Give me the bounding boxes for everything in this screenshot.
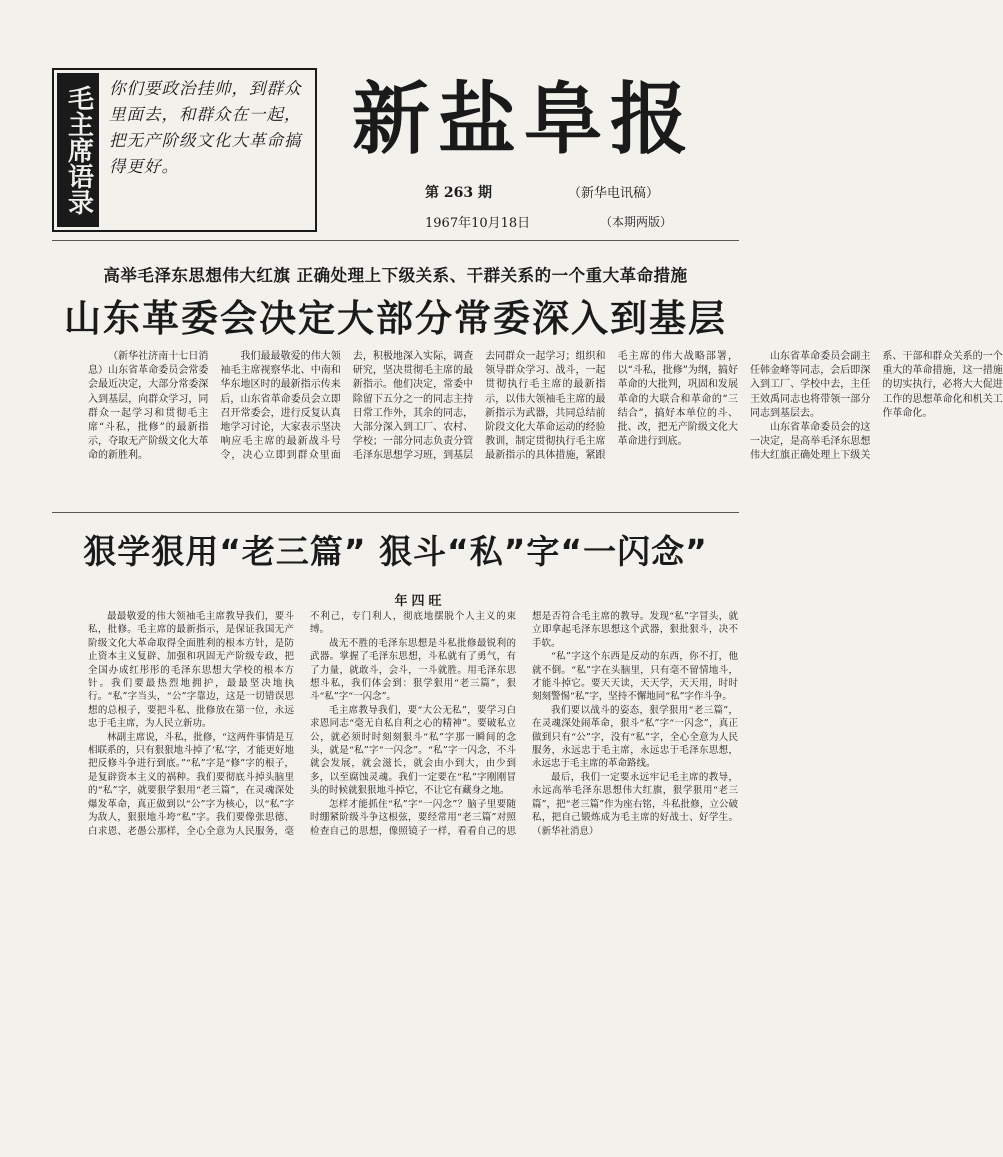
article-subheadline: 高举毛泽东思想伟大红旗 正确处理上下级关系、干群关系的一个重大革命措施 (103, 266, 688, 285)
article-paragraph: 山东省革命委员会的这一决定，是高举毛泽东思想伟大红旗正确处理上下级关系、干部和群众关系的一个重大的革命措施，这一措施的切实执行，必将大大促进工作的思想革命化和机关工作革命化。 (749, 351, 1003, 462)
issue-number: 第 263 期 (425, 185, 492, 201)
second-article-headline: 狠学狠用“老三篇” 狠斗“私”字“一闪念” (83, 532, 708, 571)
issue-date: 1967年10月18日 (425, 216, 531, 231)
quotation-label: 毛主席语录 (57, 73, 99, 227)
divider (52, 512, 739, 513)
quotation-box (52, 68, 317, 232)
article-paragraph: 我们最最敬爱的伟大领袖毛主席视察华北、中南和华东地区时的最新指示传来后，山东省革命委员会立即召开常委会，进行反复认真地学习讨论，大家表示坚决响应毛主席的最新战斗号令，决心立即到群众里面去，积极地深入实际，调查研究，坚决贯彻毛主席的最新指示。他们决定，常委中除留下五分之一的同志主持日常工作外，其余的同志，大部分深入到工厂、农村、学校；一部分同志负责分管毛泽东思想学习班，到基层去同群众一起学习；组织和领导群众学习、战斗，一起贯彻执行毛主席的最新指示，以伟大领袖毛主席的最新指示为武器，共同总结前阶段文化大革命运动的经验教训，制定贯彻执行毛主席最新指示的具体措施，紧跟毛主席的伟大战略部署，以“斗私，批修”为纲，搞好革命的大批判，巩固和发展革命的大联合和革命的“三结合”，搞好本单位的斗、批、改，把无产阶级文化大革命进行到底。 (220, 351, 738, 462)
byline: 年四旺 (394, 594, 446, 609)
article-paragraph: （新华社济南十七日消息）山东省革命委员会常委会最近决定，大部分常委深入到基层，向群众学习，同群众一起学习和贯彻毛主席“斗私，批修”的最新指示，夺取无产阶级文化大革命的新胜利。 (88, 351, 209, 462)
article-paragraph: 最最敬爱的伟大领袖毛主席教导我们，要斗私，批修。毛主席的最新指示，是保证我国无产阶级文化大革命取得全面胜利的根本方针，是防止资本主义复辟、加强和巩固无产阶级专政，把全国办成红彤彤的毛泽东思想大学校的根本方针。我们要最热烈地拥护，最最坚决地执行。“私”字当头，“公”字靠边，这是一切错误思想的总根子，要把斗私、批修放在第一位，永远忠于毛主席，为人民立新功。 (88, 611, 294, 730)
article-paragraph: 山东省革命委员会副主任韩金峰等同志，会后即深入到工厂、学校中去，主任王效禹同志也将带领一部分同志到基层去。 (749, 351, 871, 419)
news-agency-note: （新华电讯稿） (568, 186, 660, 201)
article-paragraph: “私”字这个东西是反动的东西，你不打，他就不倒。“私”字在头脑里，只有毫不留情地斗，才能斗掉它。要天天读，天天学，天天用，时时刻刻警惕“私”字，坚持不懈地同“私”字作斗争。 (532, 651, 738, 703)
article-paragraph: 毛主席教导我们，要“大公无私”，要学习白求恩同志“毫无自私自利之心的精神”。要破私立公，就必须时时刻刻狠斗“私”字那一瞬间的念头，就是“私”字“一闪念”。“私”字一闪念，不斗就会发展，就会滋长，就会由小到大，由少到多，以至腐蚀灵魂。我们一定要在“私”字刚刚冒头的时候就狠狠地斗掉它，不让它有藏身之地。 (310, 704, 516, 797)
article-body (88, 350, 1003, 468)
page-count-note: （本期两版） (600, 215, 673, 229)
article-paragraph: 最后，我们一定要永远牢记毛主席的教导，永远高举毛泽东思想伟大红旗，狠学狠用“老三篇”，把“老三篇”作为座右铭，斗私批修，立公破私，把自己锻炼成为毛主席的好战士、好学生。（新华社消息） (532, 771, 738, 837)
article-headline: 山东革委会决定大部分常委深入到基层 (64, 297, 727, 340)
divider (52, 240, 739, 241)
masthead-title: 新盐阜报 (351, 75, 696, 165)
quotation-text: 你们要政治挂帅，到群众里面去，和群众在一起，把无产阶级文化大革命搞得更好。 (109, 79, 302, 176)
article-paragraph: 林副主席说，斗私，批修，“这两件事情是互相联系的，只有狠狠地斗掉了‘私’字，才能更好地把反修斗争进行到底。”“私”字是“修”字的根子，是复辟资本主义的祸种。我们要彻底斗掉头脑里的“私”字，就要狠学狠用“老三篇”，在灵魂深处爆发革命，真正做到以“公”字为核心，以“私”字为敌人，狠狠地斗垮“私”字。我们要像张思德、白求恩、老愚公那样，全心全意为人民服务，毫不利己，专门利人，彻底地摆脱个人主义的束缚。 (88, 611, 516, 837)
article-paragraph: 怎样才能抓住“私”字“一闪念”？脑子里要随时绷紧阶级斗争这根弦，要经常用“老三篇”对照检查自己的思想，像照镜子一样，看看自己的思想是否符合毛主席的教导。发现“私”字冒头，就立即拿起毛泽东思想这个武器，狠批狠斗，决不手软。 (310, 611, 738, 837)
second-article-body (88, 610, 738, 1110)
article-paragraph: 战无不胜的毛泽东思想是斗私批修最锐利的武器。掌握了毛泽东思想，斗私就有了勇气，有了力量，就敢斗，会斗，一斗就胜。用毛泽东思想斗私，我们体会到：狠学狠用“老三篇”，狠斗“私”字“一闪念”。 (310, 637, 516, 703)
article-paragraph: 我们要以战斗的姿态，狠学狠用“老三篇”，在灵魂深处闹革命，狠斗“私”字“一闪念”，真正做到只有“公”字，没有“私”字，全心全意为人民服务，永远忠于毛主席，永远忠于毛泽东思想，永远忠于毛主席的革命路线。 (532, 704, 738, 770)
